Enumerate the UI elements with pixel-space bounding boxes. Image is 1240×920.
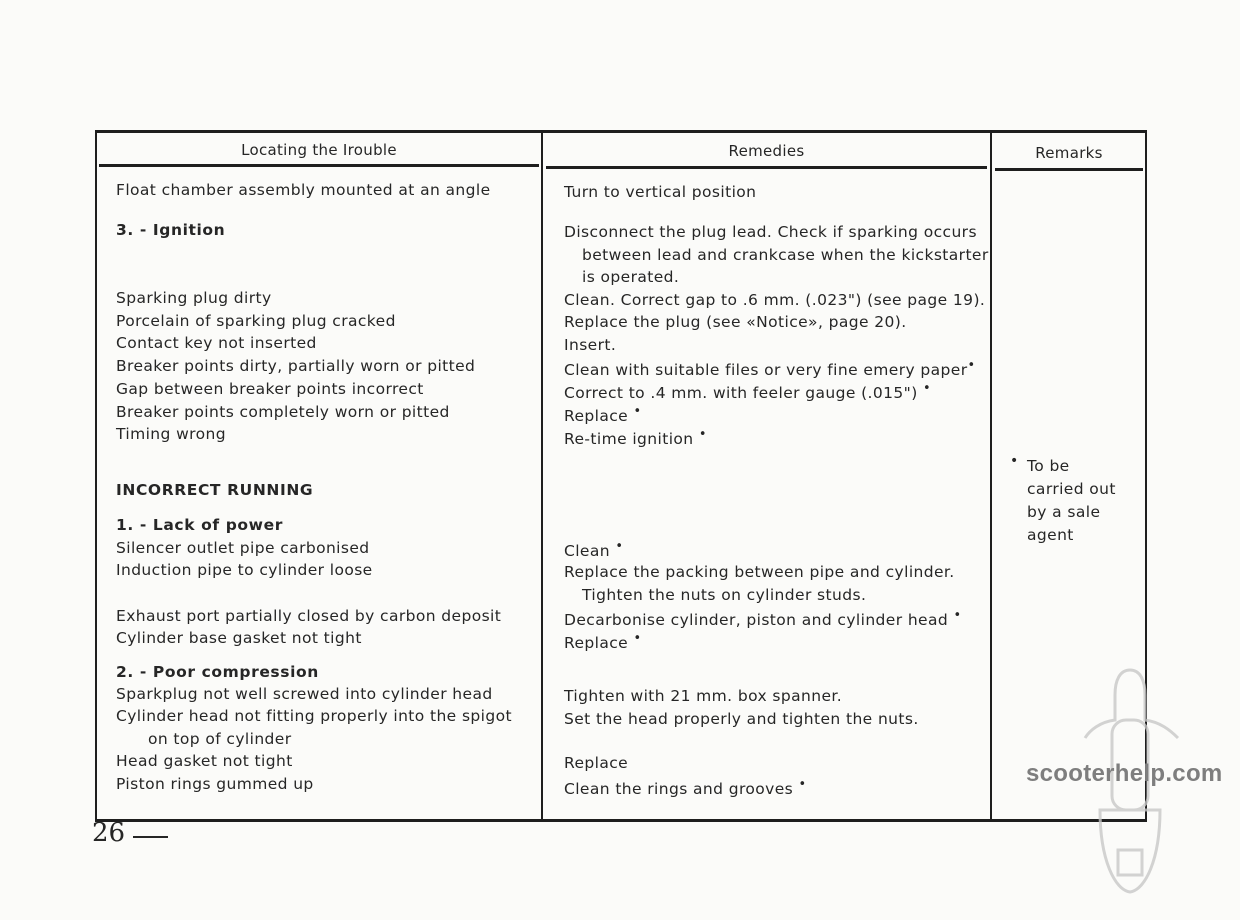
trouble-text: Contact key not inserted [116,334,317,352]
page-number: 26 [92,818,126,848]
trouble-text: on top of cylinder [148,730,292,748]
remedy-text: Replace [564,754,629,772]
trouble-text: Cylinder head not fitting properly into the spigot [116,707,512,725]
page-number-dash [133,836,168,838]
agent-marker: • [633,631,642,646]
remedy-text: Decarbonise cylinder, piston and cylinder head • [564,608,962,630]
watermark-text: scooterhelp.com [1026,760,1223,787]
agent-marker: • [798,777,807,792]
header-rule [995,168,1143,171]
trouble-text: Sparkplug not well screwed into cylinder head [116,685,493,703]
trouble-text: Piston rings gummed up [116,775,314,793]
trouble-text: Timing wrong [116,425,226,443]
trouble-text: Porcelain of sparking plug cracked [116,312,396,330]
trouble-text: Float chamber assembly mounted at an angle [116,181,491,199]
trouble-text: Induction pipe to cylinder loose [116,561,373,579]
column-header-remarks: Remarks [1035,144,1103,162]
subsection-heading: 2. - Poor compression [116,663,319,681]
agent-marker: • [615,539,624,554]
remark-line: To be [1027,457,1070,475]
remedy-text: Turn to vertical position [564,183,757,201]
remark-line: carried out [1027,480,1116,498]
remedy-text: Replace • [564,631,642,653]
remedy-text: Disconnect the plug lead. Check if sparking occurs [564,223,977,241]
remedy-text: Tighten with 21 mm. box spanner. [564,687,843,705]
remedy-text: Set the head properly and tighten the nuts. [564,710,919,728]
column-header-remedies: Remedies [728,142,805,160]
remedy-text: Clean with suitable files or very fine emery paper• [564,358,976,380]
column-divider [541,133,543,819]
remedy-text: Tighten the nuts on cylinder studs. [582,586,867,604]
remedy-text: Replace the plug (see «Notice», page 20). [564,313,907,331]
remedy-text: Replace • [564,404,642,426]
section-heading: 3. - Ignition [116,221,226,239]
agent-marker: • [953,608,962,623]
remarks-note [1010,453,1116,547]
column-divider [95,133,97,819]
column-header-trouble: Locating the Irouble [241,141,397,159]
header-rule [99,164,539,167]
trouble-text: Breaker points dirty, partially worn or pitted [116,357,476,375]
trouble-text: Sparking plug dirty [116,289,272,307]
remark-line: agent [1027,526,1074,544]
trouble-text: Cylinder base gasket not tight [116,629,362,647]
section-heading: INCORRECT RUNNING [116,481,314,499]
agent-marker: • [1010,453,1019,469]
agent-marker: • [698,427,707,442]
remark-line: by a sale [1027,503,1101,521]
remedy-text: Replace the packing between pipe and cylinder. [564,563,955,581]
agent-marker: • [922,381,931,396]
header-rule [546,166,987,169]
remedy-text: Re-time ignition • [564,427,707,449]
trouble-text: Silencer outlet pipe carbonised [116,539,370,557]
trouble-text: Breaker points completely worn or pitted [116,403,450,421]
remedy-text: is operated. [582,268,680,286]
remedy-text: Clean. Correct gap to .6 mm. (.023") (see page 19). [564,291,986,309]
remedy-text: Clean • [564,539,624,561]
column-divider [990,133,992,819]
trouble-text: Head gasket not tight [116,752,293,770]
subsection-heading: 1. - Lack of power [116,516,283,534]
remedy-text: between lead and crankcase when the kickstarter [582,246,989,264]
agent-marker: • [633,404,642,419]
trouble-text: Exhaust port partially closed by carbon deposit [116,607,502,625]
remedy-text: Insert. [564,336,617,354]
agent-marker: • [967,358,976,373]
trouble-text: Gap between breaker points incorrect [116,380,424,398]
remedy-text: Clean the rings and grooves • [564,777,807,799]
remedy-text: Correct to .4 mm. with feeler gauge (.015") • [564,381,931,403]
